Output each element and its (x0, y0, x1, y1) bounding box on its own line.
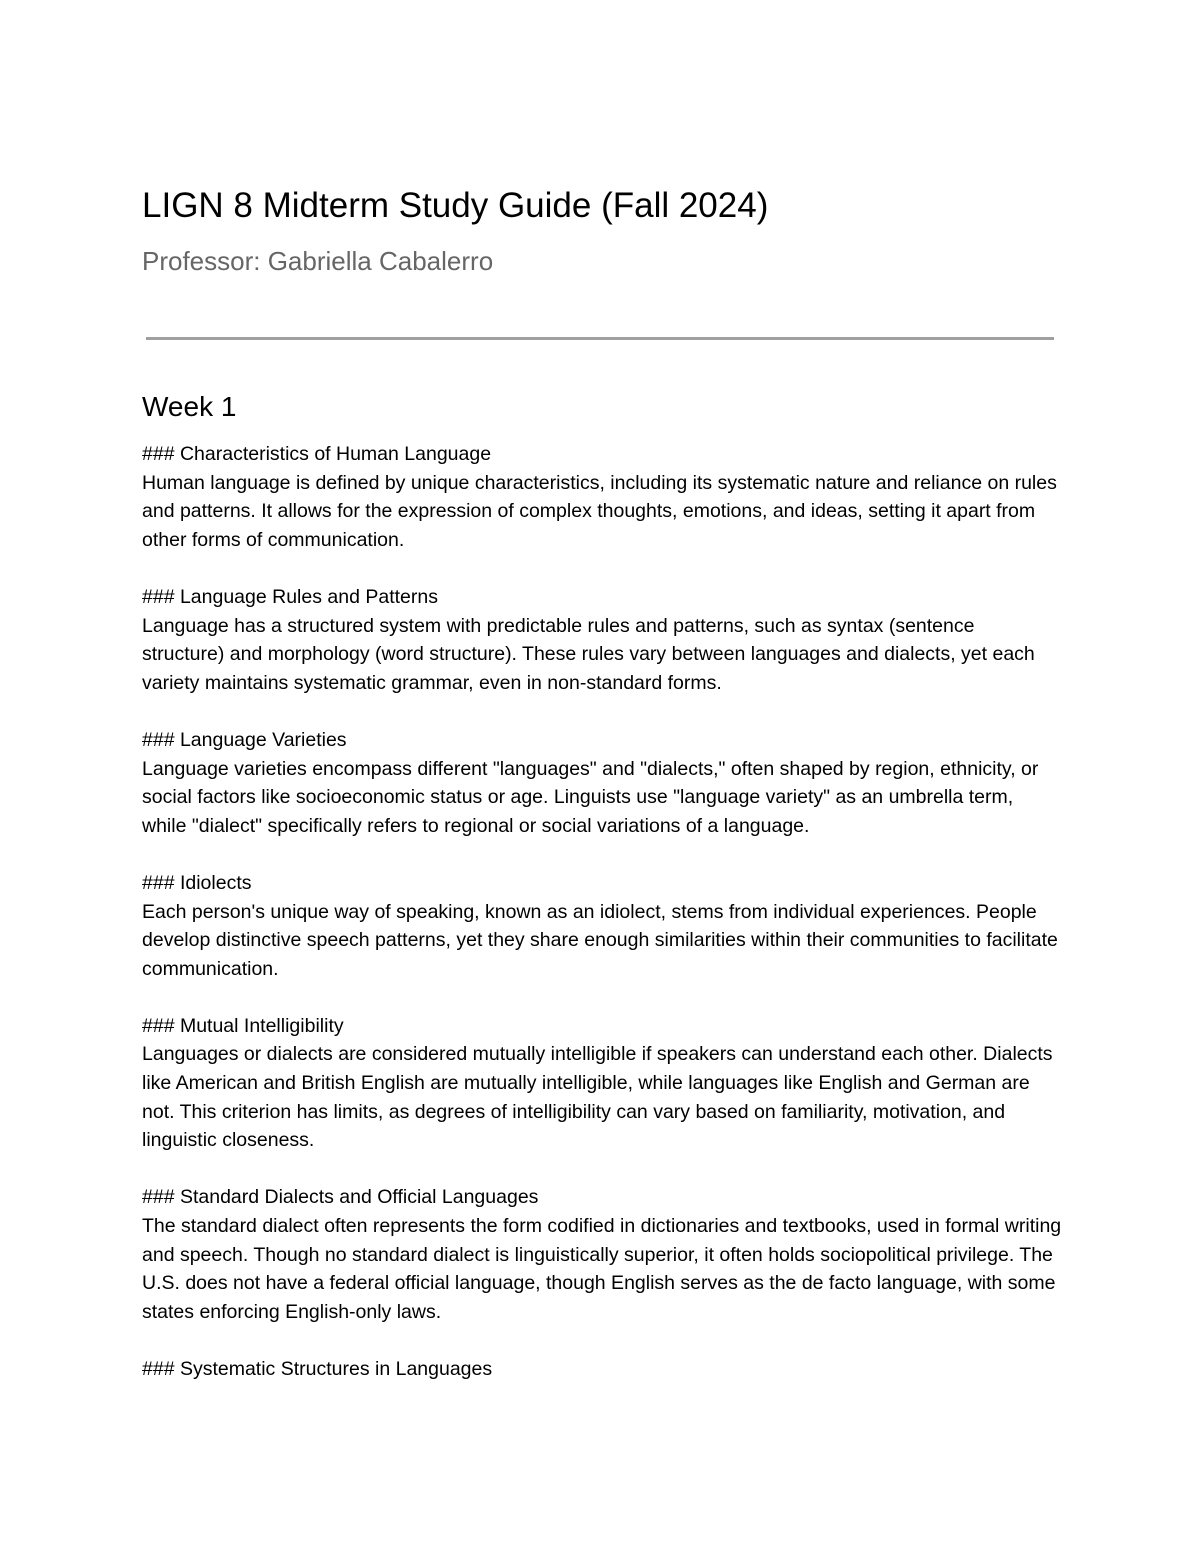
document-subtitle: Professor: Gabriella Cabalerro (142, 246, 494, 276)
section-body: Language has a structured system with predictable rules and patterns, such as syntax (sentence structure) and morphology (word structure). These rules vary between languages and dialects, yet each variety maintains systematic grammar, even in non-standard forms. (142, 614, 1035, 694)
section-standard-dialects (142, 1183, 1062, 1326)
section-heading: ### Characteristics of Human Language (142, 443, 492, 465)
section-rules-patterns (142, 583, 1062, 697)
section-body: Each person's unique way of speaking, known as an idiolect, stems from individual experiences. People develop distinctive speech patterns, yet they share enough similarities within their communities to facilitate communication. (142, 900, 1058, 980)
section-heading: ### Systematic Structures in Languages (142, 1358, 493, 1380)
section-body: The standard dialect often represents the form codified in dictionaries and textbooks, used in formal writing and speech. Though no standard dialect is linguistically superior, it often holds sociopolitical privilege. The U.S. does not have a federal official language, though English serves as the de facto language, with some states enforcing English-only laws. (142, 1215, 1062, 1323)
section-heading: ### Language Rules and Patterns (142, 585, 438, 608)
document-title: LIGN 8 Midterm Study Guide (Fall 2024) (142, 186, 769, 225)
sections-list (142, 440, 1062, 1412)
section-heading: ### Idiolects (142, 871, 252, 894)
section-idiolects (142, 869, 1062, 983)
section-heading: ### Mutual Intelligibility (142, 1014, 344, 1037)
section-systematic-structures (142, 1355, 1062, 1384)
section-body: Language varieties encompass different "languages" and "dialects," often shaped by region, ethnicity, or social factors like socioeconomic status or age. Linguists use "language variety" as an umbrella term, while "dialect" specifically refers to regional or social variations of a language. (142, 757, 1039, 837)
section-heading: ### Language Varieties (142, 728, 347, 751)
section-varieties (142, 726, 1062, 840)
week-heading: Week 1 (142, 391, 237, 422)
section-body: Languages or dialects are considered mutually intelligible if speakers can understand each other. Dialects like American and British English are mutually intelligible, while languages like English and German are not. This criterion has limits, as degrees of intelligibility can vary based on familiarity, motivation, and linguistic closeness. (142, 1043, 1053, 1152)
section-characteristics (142, 440, 1062, 554)
horizontal-divider (146, 337, 1054, 340)
section-heading: ### Standard Dialects and Official Languages (142, 1186, 539, 1209)
section-mutual-intelligibility (142, 1012, 1062, 1155)
section-body: Human language is defined by unique characteristics, including its systematic nature and reliance on rules and patterns. It allows for the expression of complex thoughts, emotions, and ideas, setting it apart from other forms of communication. (142, 471, 1057, 551)
